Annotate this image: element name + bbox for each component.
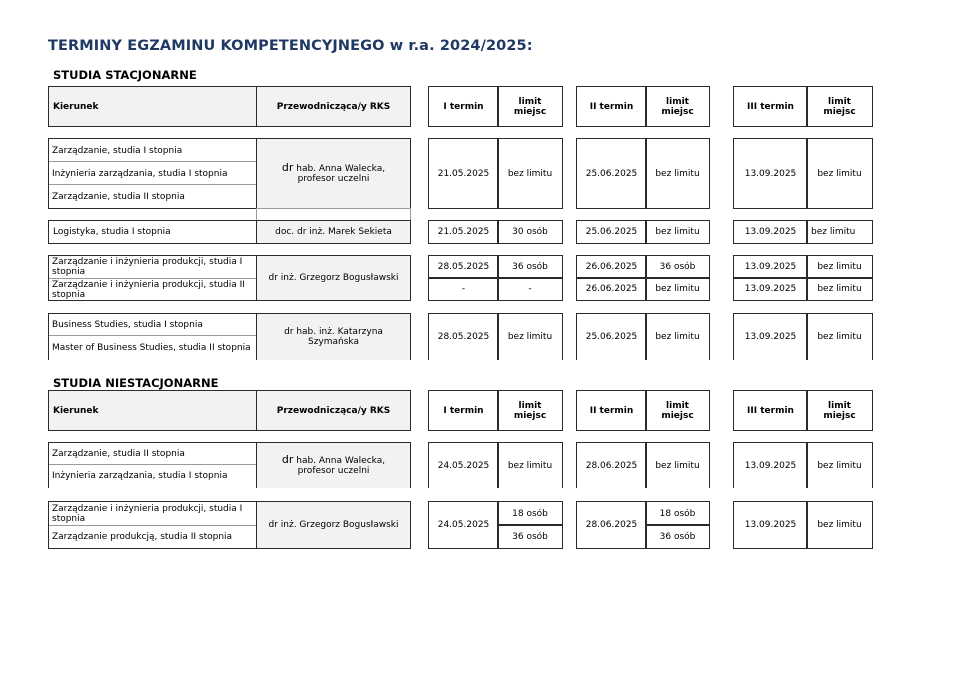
limit-termin-3: bez limitu bbox=[806, 220, 873, 244]
header-termin-3: III termin bbox=[733, 86, 808, 127]
date-termin-2: 28.06.2025 bbox=[576, 442, 647, 488]
limit-termin-1: 18 osób bbox=[497, 501, 563, 526]
limit-termin-3: bez limitu bbox=[806, 442, 873, 488]
header-termin-1: I termin bbox=[428, 86, 499, 127]
limit-termin-2: bez limitu bbox=[645, 220, 710, 244]
date-termin-3: 13.09.2025 bbox=[733, 277, 808, 301]
chair-name: dr hab. Anna Walecka, profesor uczelni bbox=[256, 138, 411, 209]
date-termin-2: 25.06.2025 bbox=[576, 313, 647, 360]
chair-name: doc. dr inż. Marek Sekieta bbox=[256, 220, 411, 244]
date-termin-3: 13.09.2025 bbox=[733, 442, 808, 488]
program-name: Business Studies, studia I stopnia bbox=[52, 319, 203, 330]
date-termin-1: 24.05.2025 bbox=[428, 501, 499, 549]
date-termin-2: 26.06.2025 bbox=[576, 277, 647, 301]
limit-termin-1: 30 osób bbox=[497, 220, 563, 244]
date-termin-3: 13.09.2025 bbox=[733, 220, 808, 244]
limit-termin-2: bez limitu bbox=[645, 277, 710, 301]
date-termin-2: 25.06.2025 bbox=[576, 220, 647, 244]
section-heading-stacjonarne: STUDIA STACJONARNE bbox=[53, 68, 197, 82]
header-limit-1: limit miejsc bbox=[497, 86, 563, 127]
program-name: Zarządzanie produkcją, studia II stopnia bbox=[52, 532, 233, 542]
header-termin-2: II termin bbox=[576, 86, 647, 127]
date-termin-1: 21.05.2025 bbox=[428, 138, 499, 209]
program-name: Inżynieria zarządzania, studia I stopnia bbox=[52, 168, 228, 179]
program-name: Zarządzanie, studia I stopnia bbox=[52, 145, 183, 156]
header-limit-2: limit miejsc bbox=[645, 390, 710, 431]
chair-name: dr hab. Anna Walecka, profesor uczelni bbox=[256, 442, 411, 488]
header-kierunek: Kierunek bbox=[48, 86, 258, 127]
page-title: TERMINY EGZAMINU KOMPETENCYJNEGO w r.a. 2024/2025: bbox=[48, 38, 533, 54]
header-termin-2: II termin bbox=[576, 390, 647, 431]
limit-termin-3: bez limitu bbox=[806, 501, 873, 549]
limit-termin-2: bez limitu bbox=[645, 313, 710, 360]
date-termin-3: 13.09.2025 bbox=[733, 501, 808, 549]
header-limit-1: limit miejsc bbox=[497, 390, 563, 431]
limit-termin-3: bez limitu bbox=[806, 255, 873, 279]
limit-termin-2: 18 osób bbox=[645, 501, 710, 526]
program-name: Zarządzanie i inżynieria produkcji, studia II stopnia bbox=[52, 280, 245, 300]
header-termin-3: III termin bbox=[733, 390, 808, 431]
program-name: Master of Business Studies, studia II stopnia bbox=[52, 342, 251, 353]
program-name: Zarządzanie, studia II stopnia bbox=[52, 191, 185, 202]
limit-termin-1: bez limitu bbox=[497, 138, 563, 209]
program-name: Zarządzanie i inżynieria produkcji, studia I stopnia bbox=[52, 503, 243, 524]
chair-name: dr inż. Grzegorz Bogusławski bbox=[256, 255, 411, 301]
header-limit-3: limit miejsc bbox=[806, 390, 873, 431]
date-termin-1: 21.05.2025 bbox=[428, 220, 499, 244]
limit-termin-3: bez limitu bbox=[806, 313, 873, 360]
date-termin-2: 26.06.2025 bbox=[576, 255, 647, 279]
header-kierunek: Kierunek bbox=[48, 390, 258, 431]
date-termin-1: - bbox=[428, 277, 499, 301]
limit-termin-3: bez limitu bbox=[806, 138, 873, 209]
limit-termin-1: bez limitu bbox=[497, 313, 563, 360]
date-termin-2: 28.06.2025 bbox=[576, 501, 647, 549]
chair-name: dr inż. Grzegorz Bogusławski bbox=[256, 501, 411, 549]
limit-termin-1: 36 osób bbox=[497, 524, 563, 549]
limit-termin-3: bez limitu bbox=[806, 277, 873, 301]
program-name: Zarządzanie, studia II stopnia bbox=[52, 448, 185, 459]
date-termin-1: 24.05.2025 bbox=[428, 442, 499, 488]
header-limit-2: limit miejsc bbox=[645, 86, 710, 127]
header-termin-1: I termin bbox=[428, 390, 499, 431]
date-termin-3: 13.09.2025 bbox=[733, 313, 808, 360]
section-heading-niestacjonarne: STUDIA NIESTACJONARNE bbox=[53, 376, 219, 390]
date-termin-2: 25.06.2025 bbox=[576, 138, 647, 209]
header-przewodniczacy: Przewodnicząca/y RKS bbox=[256, 390, 411, 431]
header-przewodniczacy: Przewodnicząca/y RKS bbox=[256, 86, 411, 127]
limit-termin-1: - bbox=[497, 277, 563, 301]
chair-name: dr hab. inż. Katarzyna Szymańska bbox=[256, 313, 411, 360]
date-termin-1: 28.05.2025 bbox=[428, 313, 499, 360]
limit-termin-2: 36 osób bbox=[645, 524, 710, 549]
date-termin-3: 13.09.2025 bbox=[733, 138, 808, 209]
limit-termin-2: bez limitu bbox=[645, 138, 710, 209]
program-name: Inżynieria zarządzania, studia I stopnia bbox=[52, 471, 228, 481]
header-limit-3: limit miejsc bbox=[806, 86, 873, 127]
program-name: Zarządzanie i inżynieria produkcji, studia I stopnia bbox=[52, 257, 243, 277]
limit-termin-1: 36 osób bbox=[497, 255, 563, 279]
date-termin-3: 13.09.2025 bbox=[733, 255, 808, 279]
program-name: Logistyka, studia I stopnia bbox=[48, 220, 258, 244]
limit-termin-2: 36 osób bbox=[645, 255, 710, 279]
limit-termin-1: bez limitu bbox=[497, 442, 563, 488]
date-termin-1: 28.05.2025 bbox=[428, 255, 499, 279]
limit-termin-2: bez limitu bbox=[645, 442, 710, 488]
